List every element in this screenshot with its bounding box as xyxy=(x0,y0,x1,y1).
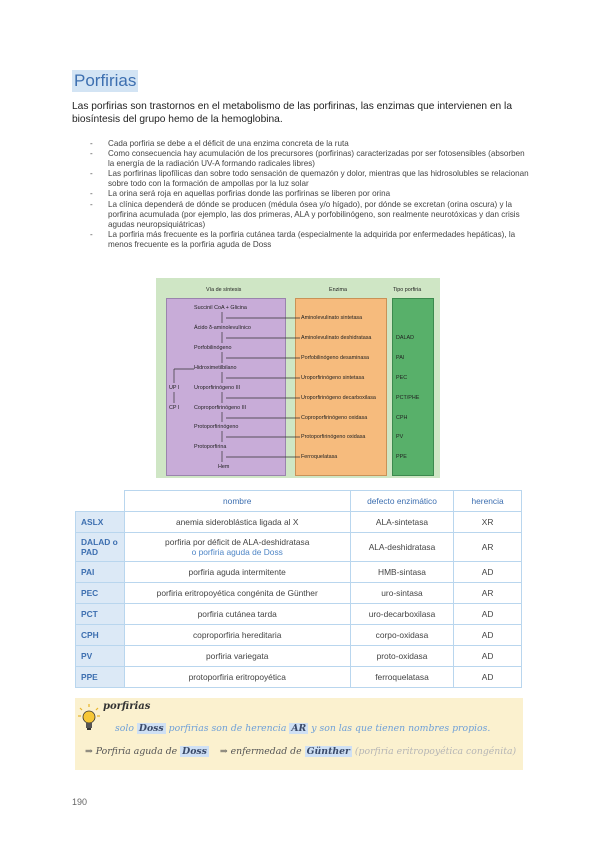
note-highlight-gunther: Günther xyxy=(306,746,350,757)
row-name: anemia sideroblástica ligada al X xyxy=(124,512,350,533)
row-name: coproporfiria hereditaria xyxy=(124,625,350,646)
note-parenthetical: (porfiria eritropoyética congénita) xyxy=(354,746,517,757)
intro-paragraph: Las porfirias son trastornos en el metabolismo de las porfirinas, las enzimas que intervienen en la biosíntesis del grupo hemo de la hemoglobina. xyxy=(72,101,512,125)
lightbulb-icon xyxy=(78,704,100,732)
row-name: porfiria aguda intermitente xyxy=(124,562,350,583)
row-name: porfiria eritropoyética congénita de Günther xyxy=(124,583,350,604)
bullet-item: - La porfiria más frecuente es la porfiria cutánea tarda (especialmente la adquirida por enfermedades hepáticas), la menos frecuente es la porfiria aguda de Doss xyxy=(90,230,530,250)
pathway-step: Protoporfirina xyxy=(194,444,227,450)
enzyme-label: Uroporfirinógeno decarboxilasa xyxy=(301,395,376,401)
note-text: ⇒ enfermedad de xyxy=(219,746,302,757)
pathway-step: Protoporfirinógeno xyxy=(194,424,239,430)
page-number: 190 xyxy=(72,797,88,807)
table-row xyxy=(76,646,522,667)
note-highlight-doss: Doss xyxy=(182,746,207,757)
type-header: Tipo porfiria xyxy=(393,287,422,293)
row-inheritance: AR xyxy=(454,533,522,562)
row-name-line2: o porfiria aguda de Doss xyxy=(191,547,283,557)
table-row xyxy=(76,533,522,562)
enzyme-label: Protoporfirinógeno oxidasa xyxy=(301,434,366,440)
row-defect: uro-sintasa xyxy=(350,583,453,604)
row-defect: corpo-oxidasa xyxy=(350,625,453,646)
pathway-step: Porfobilinógeno xyxy=(194,345,232,351)
row-inheritance: XR xyxy=(454,512,522,533)
table-row xyxy=(76,583,522,604)
bullet-item: - Cada porfiria se debe a el déficit de una enzima concreta de la ruta xyxy=(90,139,530,149)
porphyria-type: PCT/PHE xyxy=(396,395,420,401)
bullet-item: - La orina será roja en aquellas porfirias donde las porfirinas se liberen por orina xyxy=(90,189,530,199)
note-line-2 xyxy=(85,746,516,757)
row-code: PV xyxy=(76,646,125,667)
note-highlight-ar: AR xyxy=(291,723,307,734)
enzyme-label: Uroporfirinógeno sintetasa xyxy=(301,375,365,381)
page-title: Porfirias xyxy=(74,71,137,90)
table-row xyxy=(76,667,522,688)
porphyria-type: PAI xyxy=(396,355,405,361)
header-defect: defecto enzimático xyxy=(350,491,453,512)
pathway-step: Hem xyxy=(218,464,230,470)
porphyria-type: PPE xyxy=(396,454,407,460)
table-header-row xyxy=(76,491,522,512)
enzyme-label: Coproporfirinógeno oxidasa xyxy=(301,415,368,421)
table-row xyxy=(76,625,522,646)
row-code: CPH xyxy=(76,625,125,646)
row-code: PEC xyxy=(76,583,125,604)
note-text: porfirias son de herencia xyxy=(168,723,287,734)
row-code: PPE xyxy=(76,667,125,688)
table-row xyxy=(76,562,522,583)
bullet-item: - La clínica dependerá de dónde se producen (médula ósea y/o hígado), por dónde se excretan (orina oscura) y la porfirina acumulada (por ejemplo, las dos primeras, ALA y porfobilinógeno, son realmente neurotóxicas y dan crisis agudas neuropsiquiátricas) xyxy=(90,200,530,230)
row-inheritance: AR xyxy=(454,583,522,604)
row-code: DALAD o PAD xyxy=(76,533,125,562)
row-name: porfiria variegata xyxy=(124,646,350,667)
row-defect: proto-oxidasa xyxy=(350,646,453,667)
bullet-item: - Como consecuencia hay acumulación de los precursores (porfirinas) caracterizadas por ser fotosensibles (absorben la energía de la radiación UV-A formando radicales libres) xyxy=(90,149,530,169)
enzyme-label: Aminolevulinato deshidratasa xyxy=(301,335,372,341)
porphyria-type: PV xyxy=(396,434,404,440)
row-defect: HMB-sintasa xyxy=(350,562,453,583)
handwritten-note xyxy=(75,698,523,770)
pathway-step: Ácido δ-aminolevulínico xyxy=(194,325,251,331)
porphyria-table xyxy=(75,490,522,688)
side-product: CP I xyxy=(169,405,180,411)
table-row xyxy=(76,512,522,533)
porphyria-type: PEC xyxy=(396,375,408,381)
note-text: y son las que tienen nombres propios. xyxy=(311,723,491,734)
row-inheritance: AD xyxy=(454,646,522,667)
enzyme-label: Ferroquelatasa xyxy=(301,454,338,460)
enzyme-header: Enzima xyxy=(329,287,347,293)
row-defect: ALA-deshidratasa xyxy=(350,533,453,562)
bullet-item: - Las porfirinas lipofílicas dan sobre todo sensación de quemazón y dolor, mientras que las hidrosolubles se relacionan sobre todo con la formación de ampollas por la luz solar xyxy=(90,169,530,189)
porphyria-type: CPH xyxy=(396,415,408,421)
pathway-step: Hidroximetilbilano xyxy=(194,365,237,371)
pathway-step: Coproporfirinógeno III xyxy=(194,405,247,411)
row-code: PAI xyxy=(76,562,125,583)
note-text: ⇒ Porfiria aguda de xyxy=(85,746,178,757)
row-name: protoporfiria eritropoyética xyxy=(124,667,350,688)
row-inheritance: AD xyxy=(454,625,522,646)
row-inheritance: AD xyxy=(454,667,522,688)
heme-synthesis-figure xyxy=(156,278,440,478)
table-row xyxy=(76,604,522,625)
row-name xyxy=(124,533,350,562)
header-inheritance: herencia xyxy=(454,491,522,512)
note-line-1 xyxy=(115,723,490,734)
porphyria-type: DALAD xyxy=(396,335,414,341)
pathway-header: Vía de síntesis xyxy=(206,287,242,293)
row-name: porfiria cutánea tarda xyxy=(124,604,350,625)
header-name: nombre xyxy=(124,491,350,512)
row-code: ASLX xyxy=(76,512,125,533)
pathway-step: Succinil CoA + Glicina xyxy=(194,305,247,311)
row-defect: ferroquelatasa xyxy=(350,667,453,688)
row-defect: uro-decarboxilasa xyxy=(350,604,453,625)
row-inheritance: AD xyxy=(454,604,522,625)
note-highlight-doss: Doss xyxy=(138,723,164,734)
row-code: PCT xyxy=(76,604,125,625)
bullet-list xyxy=(90,139,530,250)
enzyme-label: Porfobilinógeno desaminasa xyxy=(301,355,370,361)
pathway-step: Uroporfirinógeno III xyxy=(194,385,241,391)
row-name-line1: porfiria por déficit de ALA-deshidratasa xyxy=(165,537,310,547)
row-defect: ALA-sintetasa xyxy=(350,512,453,533)
note-text: solo xyxy=(115,723,134,734)
note-title: porfirias xyxy=(103,701,151,712)
header-blank xyxy=(76,491,125,512)
enzyme-label: Aminolevulinato sintetasa xyxy=(301,315,363,321)
side-product: UP I xyxy=(169,385,180,391)
row-inheritance: AD xyxy=(454,562,522,583)
